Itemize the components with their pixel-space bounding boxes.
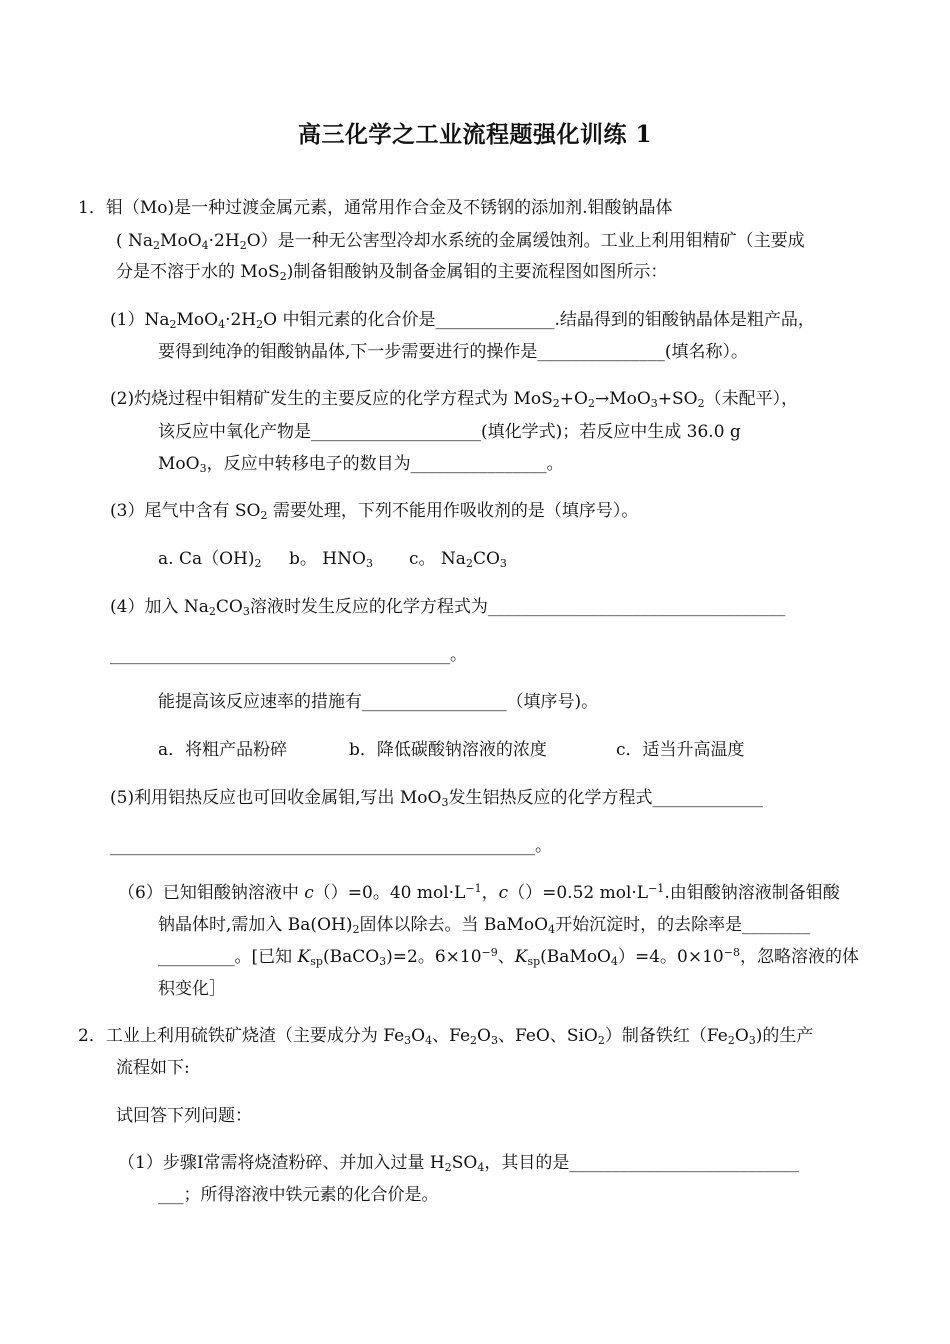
q1-part-1-line-2: 要得到纯净的钼酸钠晶体,下一步需要进行的操作是_______________(填名称）。 <box>158 342 749 362</box>
q1-part-4-line-1: (4）加入 $Na_2CO_3$溶液时发生反应的化学方程式为___________________________________ <box>110 597 786 618</box>
q2-part-1-line-1: （1）步骤Ⅰ常需将烧渣粉碎、并加入过量 $H_2SO_4$，其目的是___________________________ <box>118 1153 799 1174</box>
q1-part-2-line-1: (2)灼烧过程中钼精矿发生的主要反应的化学方程式为 $MoS_2+O_2\to MoO_3+SO_2$（未配平）， <box>110 389 799 410</box>
q1-part-3-option-a: a. $Ca(OH)_2$ <box>158 549 262 570</box>
q1-part-2-line-3: MoO$_3$，反应中转移电子的数目为________________。 <box>158 454 564 475</box>
q1-part-5-line-2: __________________________________________________。 <box>110 836 552 856</box>
q1-part-3-option-c: c。 $Na_2CO_3$ <box>409 549 507 570</box>
q2-part-1-line-2: ___；所得溶液中铁元素的化合价是。 <box>158 1185 439 1205</box>
page-title: 高三化学之工业流程题强化训练 1 <box>297 121 652 148</box>
question-2-line-2: 流程如下: <box>116 1058 190 1078</box>
q1-part-2-line-2: 该反应中氧化产物是____________________(填化学式)；若反应中生成 36.0 g <box>158 422 741 442</box>
q1-part-3-option-b: b。 $HNO_3$ <box>289 549 373 570</box>
q1-part-4-option-b: b．降低碳酸钠溶液的浓度 <box>349 740 547 760</box>
q1-part-1-line-1: $(1)Na_2MoO_4\cdot 2H_2O$ 中钼元素的化合价是______________.结晶得到的钼酸钠晶体是粗产品， <box>110 310 815 331</box>
q1-part-3-line-1: (3）尾气中含有 $SO_2$ 需要处理，下列不能用作吸收剂的是（填序号）。 <box>110 501 639 522</box>
question-2-line-3: 试回答下列问题： <box>116 1106 252 1126</box>
q1-part-4-line-2: ________________________________________。 <box>110 645 467 665</box>
q1-part-4-option-a: a．将粗产品粉碎 <box>158 740 288 760</box>
q1-part-4-option-c: c．适当升高温度 <box>616 740 745 760</box>
q1-part-6-line-1: （6）已知钼酸钠溶液中 c（）=0。40 $mol\cdot L^{-1}$，c（）=0.52 $mol\cdot L^{-1}$.由钼酸钠溶液制备钼酸 <box>118 882 840 903</box>
question-1-line-3: 分是不溶于水的 MoS$_2$)制备钼酸钠及制备金属钼的主要流程图如图所示： <box>116 262 668 283</box>
question-1-line-2: ( $Na_2MoO_4\cdot 2H_2O$）是一种无公害型冷却水系统的金属缓蚀剂。工业上利用钼精矿（主要成 <box>116 231 805 252</box>
q1-part-6-line-4: 积变化］ <box>158 979 226 999</box>
question-2-line-1: 2．工业上利用硫铁矿烧渣（主要成分为 $Fe_3O_4$、$Fe_2O_3$、FeO、SiO$_2$）制备铁红$(Fe_2O_3)$的生产 <box>78 1026 814 1047</box>
q1-part-6-line-2: 钠晶体时,需加入 $Ba(OH)_2$固体以除去。当 BaMoO$_4$开始沉淀时，的去除率是________ <box>158 915 811 936</box>
question-number: 2． <box>78 1026 106 1046</box>
question-number: 1． <box>78 198 106 218</box>
q1-part-4-line-3: 能提高该反应速率的措施有_________________（填序号)。 <box>158 692 599 712</box>
q1-part-5-line-1: (5)利用铝热反应也可回收金属钼,写出 MoO$_3$发生铝热反应的化学方程式_____________ <box>110 788 763 809</box>
q1-part-6-line-3: _________。[已知 $K_{sp}(BaCO_3)=2$。$6\times 10^{-9}$、$K_{sp}(BaMoO_4)=4$。$0\times 10^{-8}$，忽略溶液的体 <box>158 946 859 968</box>
question-1-line-1: 1．钼（Mo)是一种过渡金属元素，通常用作合金及不锈钢的添加剂.钼酸钠晶体 <box>78 198 673 218</box>
